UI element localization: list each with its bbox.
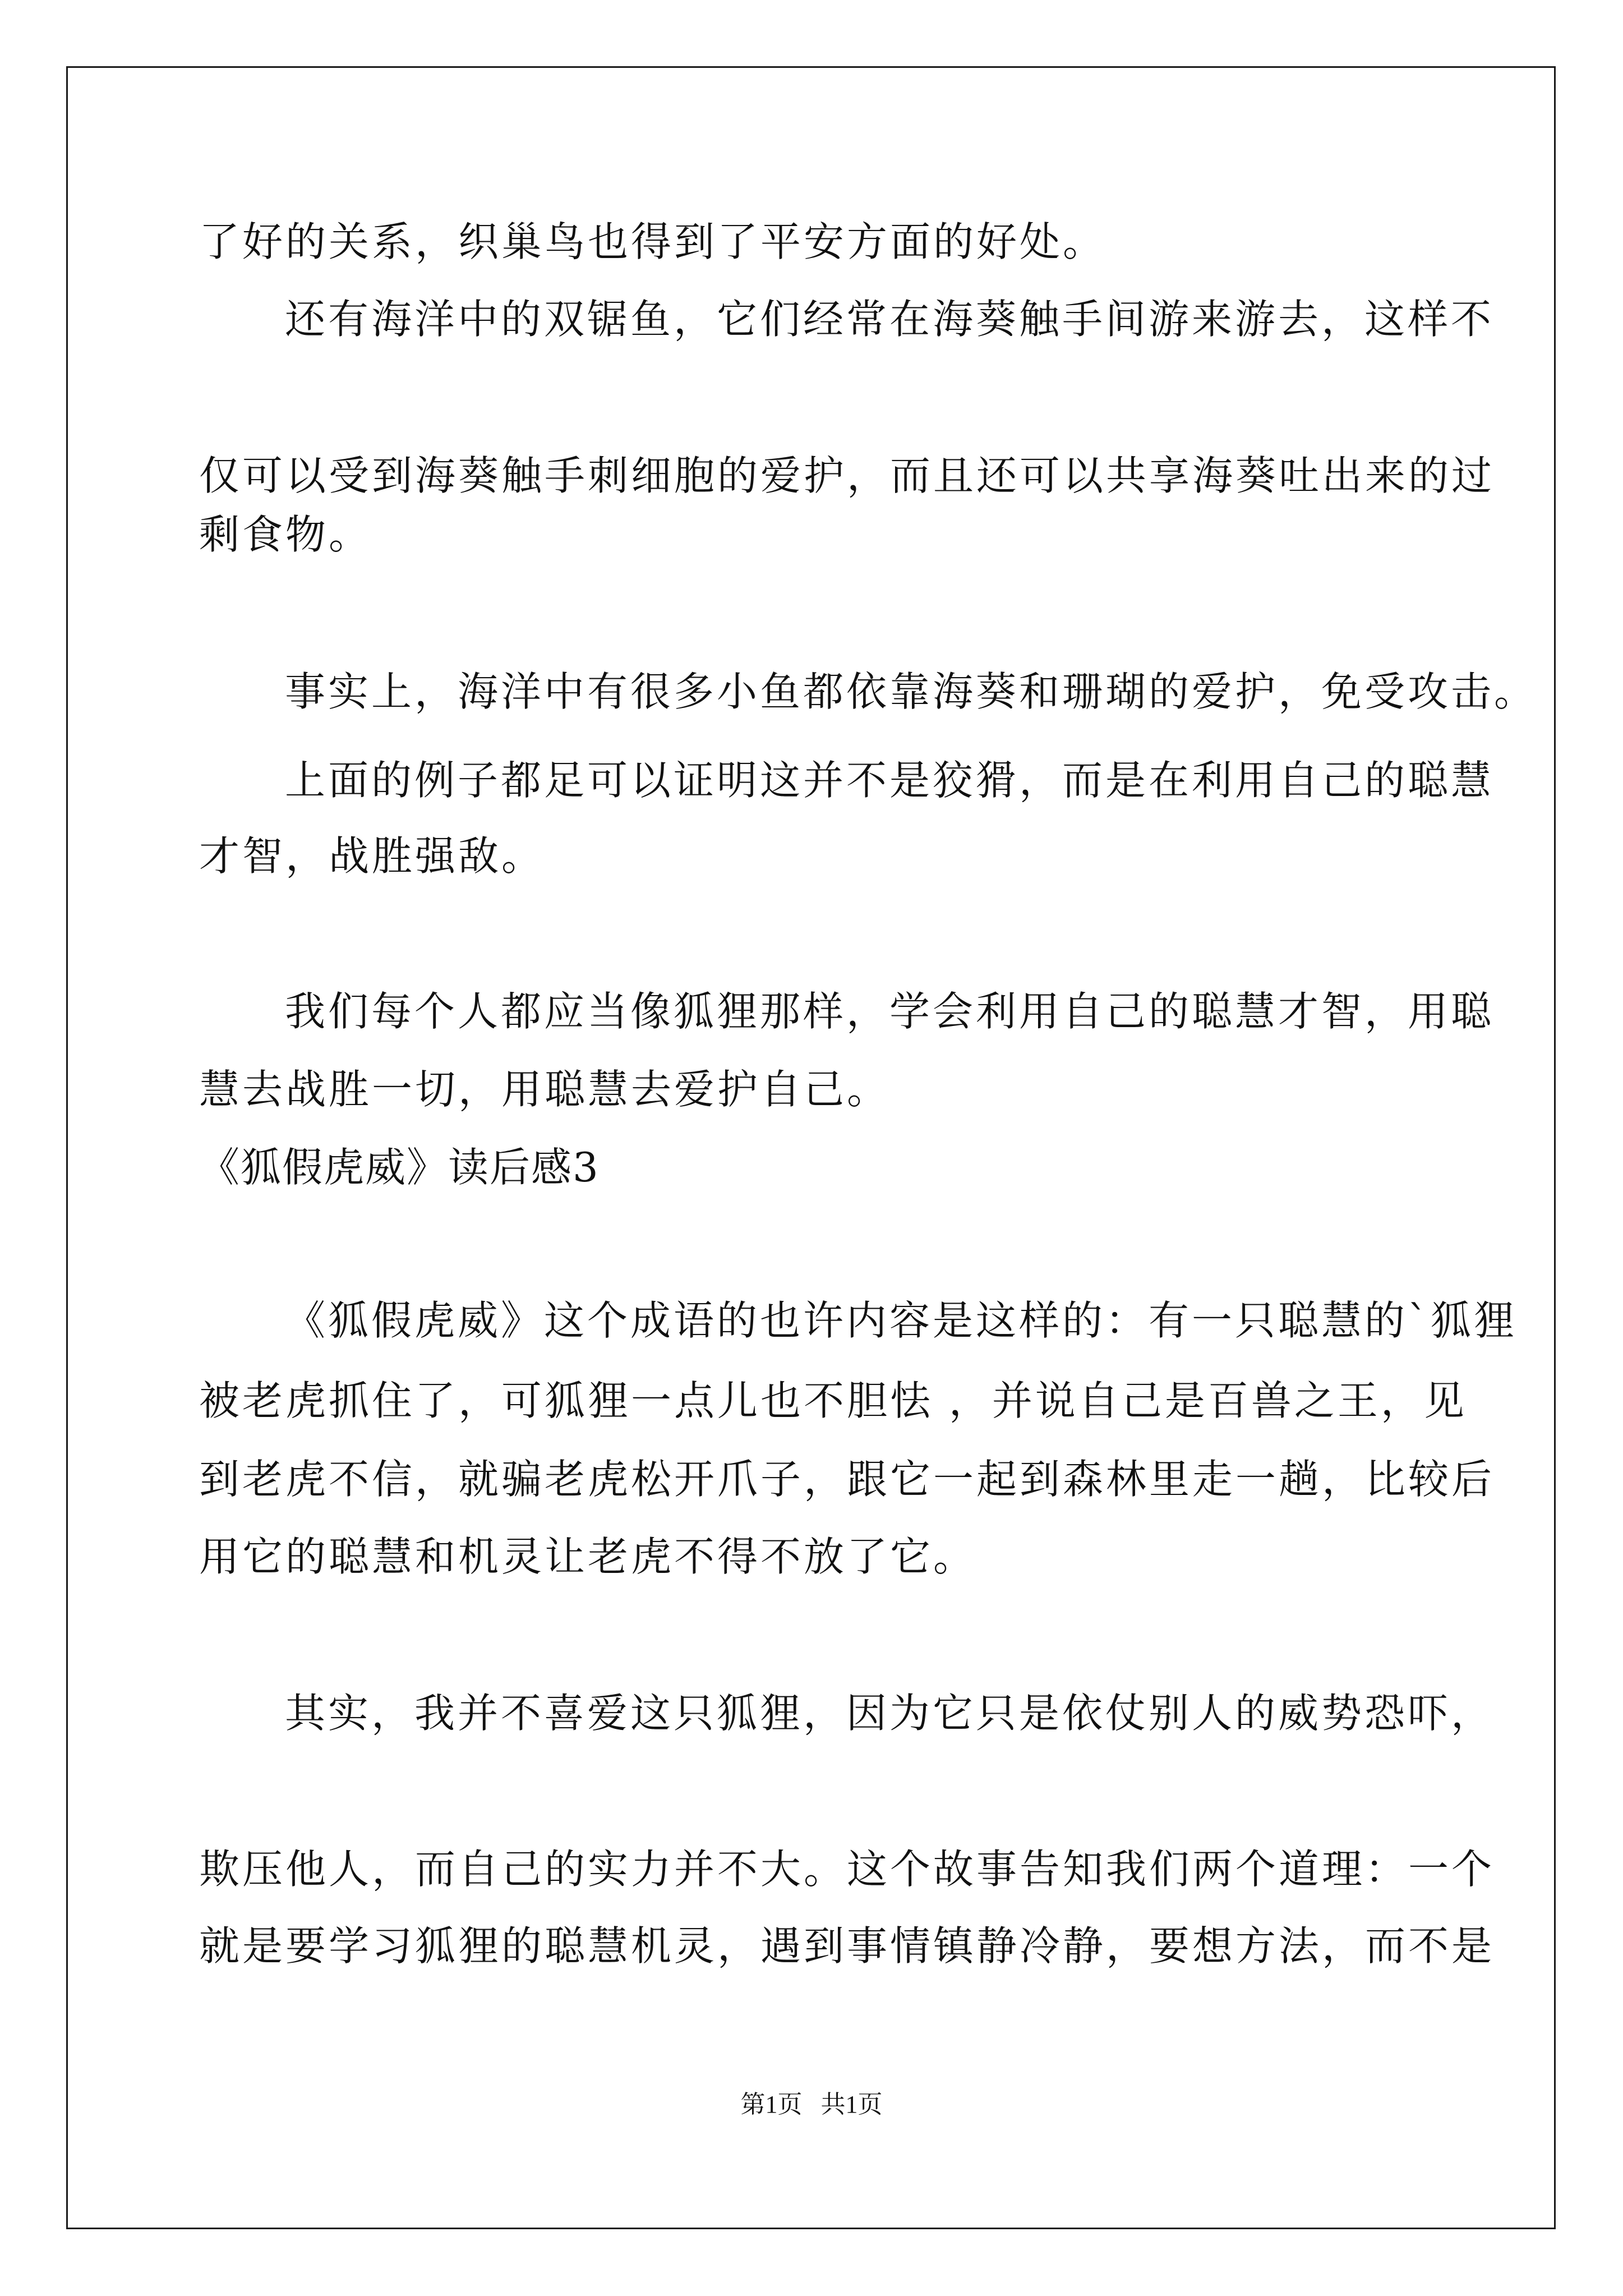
body-line-5: 事实上，海洋中有很多小鱼都依靠海葵和珊瑚的爱护，免受攻击。 <box>285 668 1538 715</box>
section-heading: 《狐假虎威》读后感3 <box>199 1144 600 1191</box>
page-number: 第1页 共1页 <box>740 2091 883 2118</box>
body-line-13: 用它的聪慧和机灵让老虎不得不放了它。 <box>199 1533 977 1580</box>
body-line-10: 《狐假虎威》这个成语的也许内容是这样的：有一只聪慧的`狐狸 <box>285 1297 1518 1344</box>
body-line-16: 就是要学习狐狸的聪慧机灵，遇到事情镇静冷静，要想方法，而不是 <box>199 1922 1495 1970</box>
body-line-4: 剩食物。 <box>199 511 372 558</box>
body-line-1: 了好的关系，织巢鸟也得到了平安方面的好处。 <box>199 218 1106 265</box>
body-line-7: 才智，战胜强敌。 <box>199 832 545 880</box>
body-line-8: 我们每个人都应当像狐狸那样，学会利用自己的聪慧才智，用聪 <box>285 988 1495 1035</box>
body-line-11: 被老虎抓住了，可狐狸一点儿也不胆怯 ，并说自己是百兽之王，见 <box>199 1377 1467 1424</box>
body-line-6: 上面的例子都足可以证明这并不是狡猾，而是在利用自己的聪慧 <box>285 757 1495 804</box>
body-line-15: 欺压他人，而自己的实力并不大。这个故事告知我们两个道理：一个 <box>199 1846 1495 1893</box>
body-line-9: 慧去战胜一切，用聪慧去爱护自己。 <box>199 1066 891 1113</box>
body-line-2: 还有海洋中的双锯鱼，它们经常在海葵触手间游来游去，这样不 <box>285 296 1495 343</box>
body-line-14: 其实，我并不喜爱这只狐狸，因为它只是依仗别人的威势恐吓， <box>285 1690 1495 1737</box>
body-line-3: 仅可以受到海葵触手刺细胞的爱护，而且还可以共享海葵吐出来的过 <box>199 452 1495 499</box>
body-line-12: 到老虎不信，就骗老虎松开爪子，跟它一起到森林里走一趟，比较后 <box>199 1456 1495 1503</box>
